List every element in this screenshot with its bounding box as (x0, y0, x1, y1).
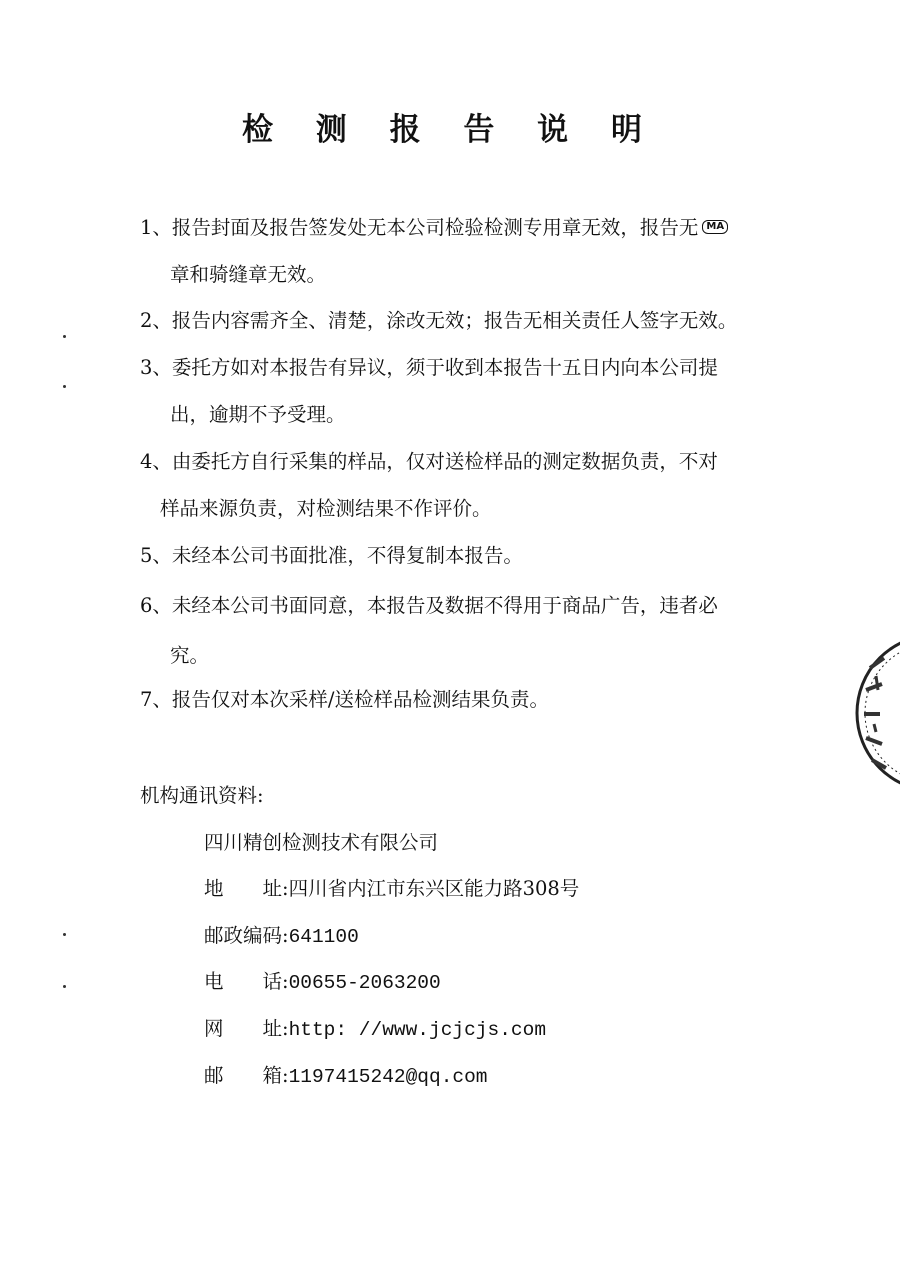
website-value: http: //www.jcjcjs.com (288, 1019, 547, 1041)
company-name: 四川精创检测技术有限公司 (204, 831, 439, 854)
scan-mark (63, 985, 66, 988)
phone-value: 00655-2063200 (288, 972, 441, 994)
item-4-cont: 样品来源负责，对检测结果不作评价。 (160, 497, 492, 520)
phone-label: 电 话: (204, 970, 289, 993)
postcode-value: 641100 (288, 926, 359, 948)
item-1 (140, 213, 728, 243)
item-5: 5、未经本公司书面批准，不得复制本报告。 (140, 544, 523, 567)
item-2: 2、报告内容需齐全、清楚，涂改无效；报告无相关责任人签字无效。 (140, 309, 738, 332)
email-row (204, 1061, 488, 1092)
seam-seal-stamp (850, 628, 900, 798)
item-6: 6、未经本公司书面同意，本报告及数据不得用于商品广告，违者必 (140, 594, 718, 617)
address-value: 四川省内江市东兴区能力路308号 (288, 877, 580, 900)
ma-mark-icon: MA (702, 220, 728, 234)
postcode-row (204, 921, 359, 952)
website-label: 网 址: (204, 1017, 289, 1040)
item-7: 7、报告仅对本次采样/送检样品检测结果负责。 (140, 688, 549, 711)
address-row (204, 874, 579, 904)
email-label: 邮 箱: (204, 1064, 289, 1087)
item-1-cont: 章和骑缝章无效。 (170, 263, 327, 286)
item-1-text: 1、报告封面及报告签发处无本公司检验检测专用章无效，报告无 (140, 216, 699, 239)
postcode-label: 邮政编码: (204, 924, 289, 947)
contact-heading: 机构通讯资料: (140, 784, 264, 807)
email-value: 1197415242@qq.com (288, 1066, 488, 1088)
scan-mark (63, 385, 66, 388)
scan-mark (63, 335, 66, 338)
website-row (204, 1014, 546, 1045)
scan-mark (63, 933, 66, 936)
item-4: 4、由委托方自行采集的样品，仅对送检样品的测定数据负责，不对 (140, 450, 718, 473)
item-3: 3、委托方如对本报告有异议，须于收到本报告十五日内向本公司提 (140, 356, 718, 379)
item-6-cont: 究。 (170, 644, 210, 667)
seal-icon (850, 628, 900, 798)
address-label: 地 址: (204, 877, 289, 900)
phone-row (204, 967, 441, 998)
item-3-cont: 出，逾期不予受理。 (170, 403, 346, 426)
page-title: 检 测 报 告 说 明 (242, 112, 658, 148)
